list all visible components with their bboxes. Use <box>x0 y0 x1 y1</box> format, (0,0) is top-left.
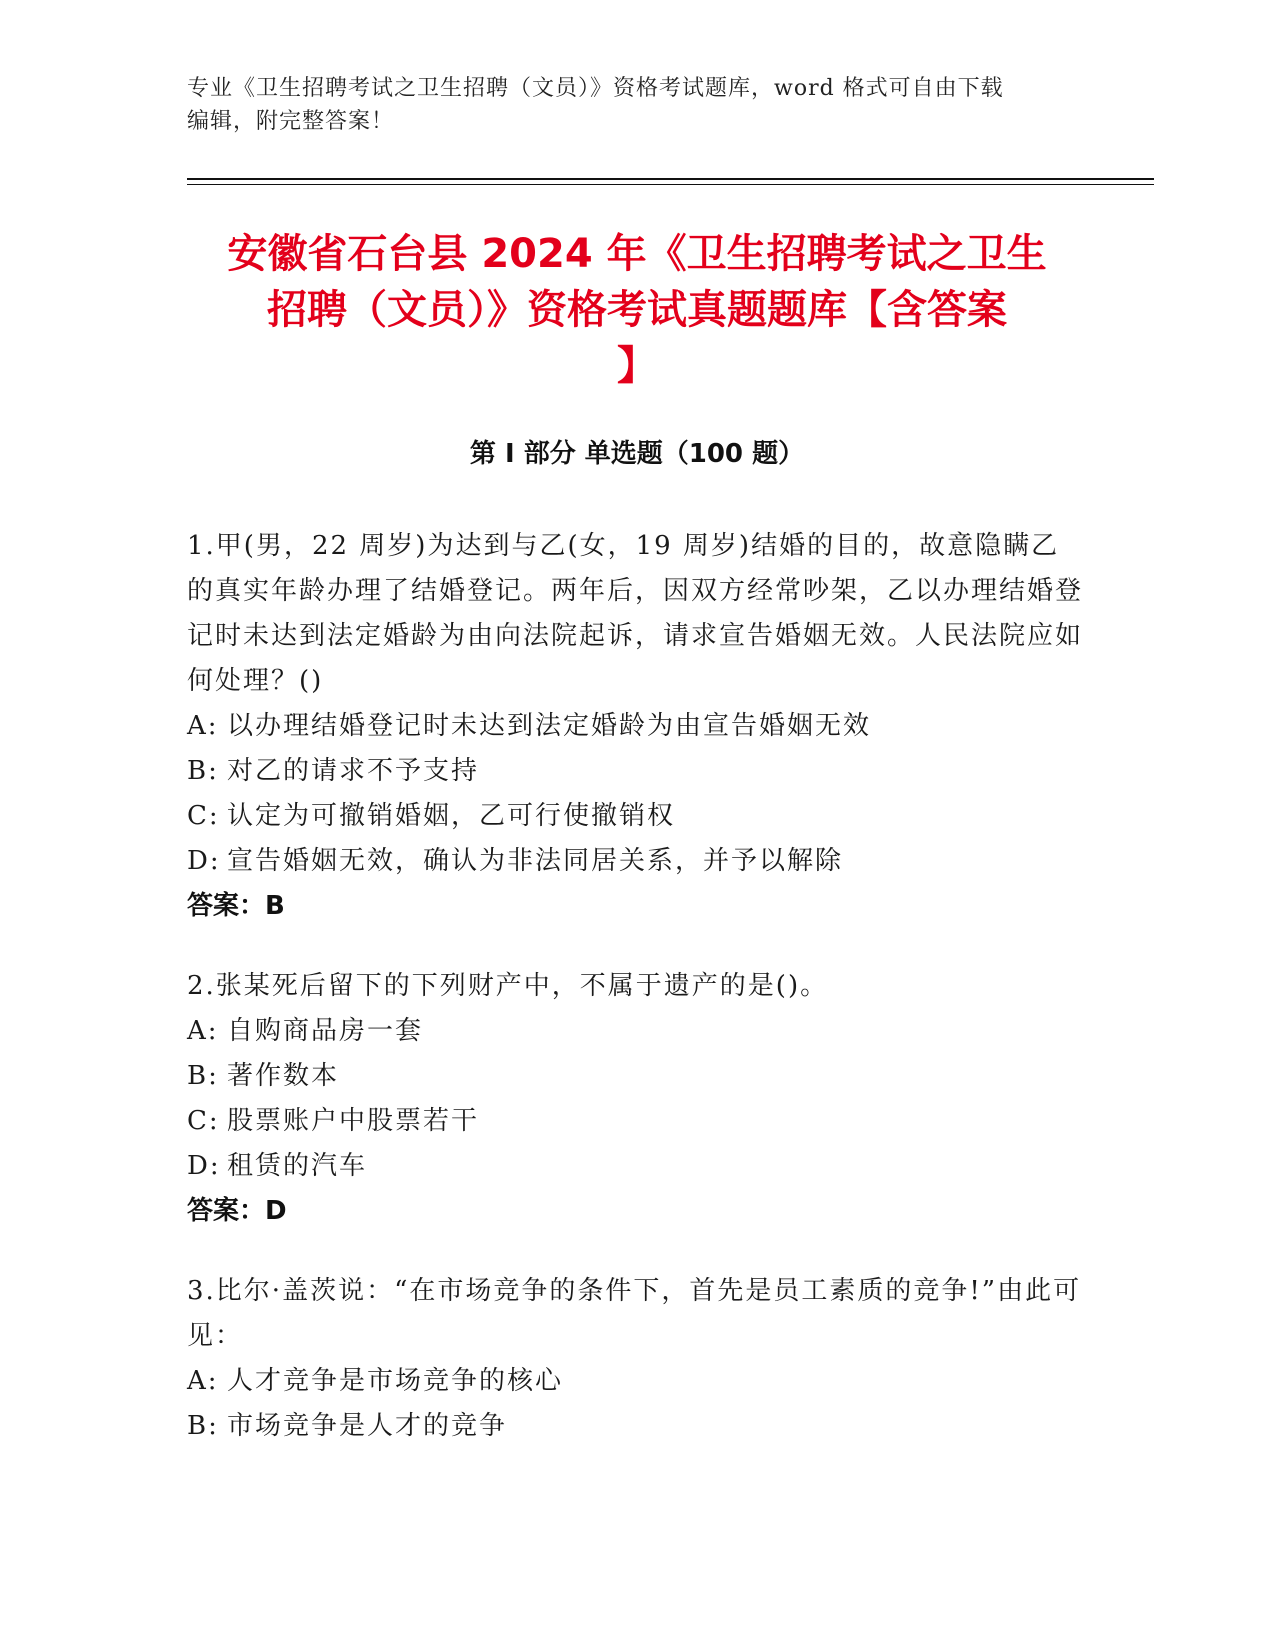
option-a <box>187 1009 1087 1054</box>
option-a <box>187 704 1087 749</box>
answer-line: 答案：B <box>187 891 285 921</box>
question-stem: 2.张某死后留下的下列财产中，不属于遗产的是()。 <box>187 971 829 1001</box>
question-stem: 3.比尔·盖茨说：“在市场竞争的条件下，首先是员工素质的竞争!”由此可见： <box>187 1276 1082 1351</box>
question-2 <box>187 964 1087 1234</box>
option-text: 人才竞争是市场竞争的核心 <box>227 1366 564 1396</box>
option-letter: D: <box>187 1151 221 1181</box>
option-c <box>187 794 1087 839</box>
option-text: 自购商品房一套 <box>227 1016 424 1046</box>
option-letter: A: <box>187 1366 219 1396</box>
question-3 <box>187 1269 1087 1449</box>
option-b <box>187 1404 1087 1449</box>
option-letter: B: <box>187 1061 219 1091</box>
question-stem: 1.甲(男，22 周岁)为达到与乙(女，19 周岁)结婚的目的，故意隐瞒乙的真实年龄办理了结婚登记。两年后，因双方经常吵架，乙以办理结婚登记时未达到法定婚龄为由向法院起诉，请求宣告婚姻无效。人民法院应如何处理？() <box>187 531 1084 696</box>
document-title-line-3: 】 <box>617 343 657 389</box>
document-title <box>187 226 1087 394</box>
option-letter: C: <box>187 801 220 831</box>
option-letter: D: <box>187 846 221 876</box>
option-text: 股票账户中股票若干 <box>227 1106 480 1136</box>
option-letter: A: <box>187 1016 219 1046</box>
document-title-line-1: 安徽省石台县 2024 年《卫生招聘考试之卫生 <box>227 231 1047 277</box>
option-a <box>187 1359 1087 1404</box>
option-c <box>187 1099 1087 1144</box>
question-list <box>187 524 1087 1484</box>
option-text: 著作数本 <box>227 1061 340 1091</box>
option-b <box>187 749 1087 794</box>
option-d <box>187 1144 1087 1189</box>
option-letter: A: <box>187 711 219 741</box>
question-1 <box>187 524 1087 929</box>
document-title-line-2: 招聘（文员）》资格考试真题题库【含答案 <box>267 287 1007 333</box>
option-letter: C: <box>187 1106 220 1136</box>
option-d <box>187 839 1087 884</box>
option-letter: B: <box>187 1411 219 1441</box>
header-divider-thick <box>187 178 1154 180</box>
header-note-line-1: 专业《卫生招聘考试之卫生招聘（文员）》资格考试题库，word 格式可自由下载 <box>187 76 1004 101</box>
option-text: 认定为可撤销婚姻，乙可行使撤销权 <box>227 801 676 831</box>
header-divider-thin <box>187 184 1154 185</box>
option-text: 市场竞争是人才的竞争 <box>227 1411 508 1441</box>
option-b <box>187 1054 1087 1099</box>
header-note <box>187 72 1087 138</box>
section-title: 第 I 部分 单选题（100 题） <box>469 439 805 469</box>
option-text: 以办理结婚登记时未达到法定婚龄为由宣告婚姻无效 <box>227 711 872 741</box>
option-text: 租赁的汽车 <box>227 1151 368 1181</box>
answer-line: 答案：D <box>187 1196 287 1226</box>
option-letter: B: <box>187 756 219 786</box>
option-text: 对乙的请求不予支持 <box>227 756 480 786</box>
header-note-line-2: 编辑，附完整答案！ <box>187 109 395 134</box>
option-text: 宣告婚姻无效，确认为非法同居关系，并予以解除 <box>227 846 844 876</box>
